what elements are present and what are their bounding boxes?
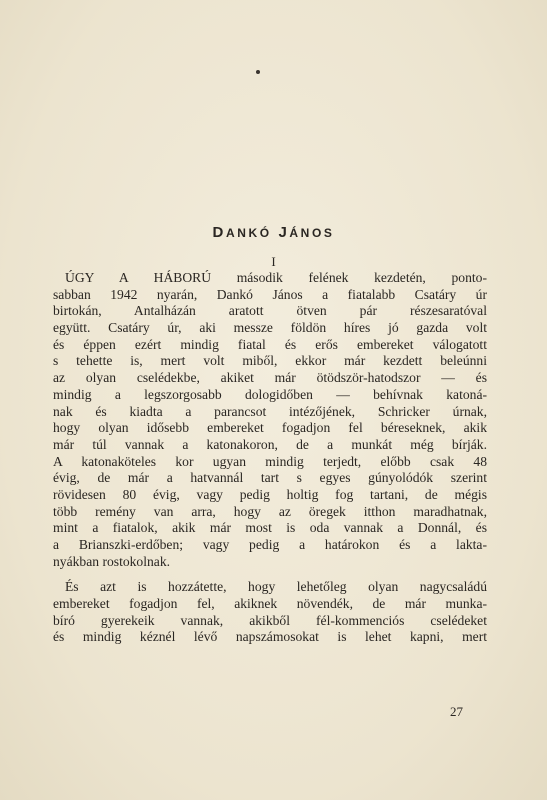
text-line: már túl vannak a katonakoron, de a munkát még bírják. <box>53 436 487 452</box>
text-line: mint a fiatalok, akik már most is oda vannak a Donnál, és <box>53 520 487 536</box>
text-line: sabban 1942 nyarán, Dankó János a fiatalabb Csatáry úr <box>53 286 487 302</box>
text-line: együtt. Csatáry úr, aki messze földön híres jó gazda volt <box>53 320 487 336</box>
text-line: és éppen ezért mindig fiatal és erős embereket válogatott <box>53 336 487 352</box>
text-line: És azt is hozzátette, hogy lehetőleg olyan nagycsaládú <box>65 579 487 595</box>
text-line: nak és kiadta a parancsot intézőjének, Schricker úrnak, <box>53 403 487 419</box>
text-line: az olyan cselédekbe, akiket már ötödször-hatodszor — és <box>53 370 487 386</box>
section-number: I <box>271 254 276 269</box>
text-line: bíró gyerekeik vannak, akikből fél-kommenciós cselédeket <box>53 612 487 628</box>
chapter-title-word2-rest: ÁNOS <box>289 226 335 240</box>
text-line: A katonaköteles kor ugyan mindig terjedt, előbb csak 48 <box>53 453 487 469</box>
text-line: hogy olyan idősebb embereket fogadjon fel béreseknek, akik <box>53 420 487 436</box>
text-line: több remény van arra, hogy az öregek itthon maradhatnak, <box>53 503 487 519</box>
text-line: s tehette is, mert volt miből, ekkor már kezdett beleúnni <box>53 353 487 369</box>
body-text <box>53 270 487 646</box>
text-line: és mindig kéznél lévő napszámosokat is lehet kapni, mert <box>53 629 487 645</box>
text-line: nyákban rostokolnak. <box>53 553 171 569</box>
text-line: évig, de már a hatvannál tart s egyes gúnyolódók szerint <box>53 470 487 486</box>
ornament-dot <box>256 70 260 74</box>
text-line: embereket fogadjon fel, akiknek növendék, de már munka- <box>53 596 487 612</box>
chapter-title-initial: D <box>212 224 226 241</box>
chapter-title <box>0 224 547 241</box>
text-line: rövidesen 80 évig, vagy pedig holtig fog tartani, de mégis <box>53 486 487 502</box>
page-number: 27 <box>450 704 463 719</box>
text-line: birtokán, Antalházán aratott ötven pár részesaratóval <box>53 303 487 319</box>
text-line: a Brianszki-erdőben; vagy pedig a határokon és a lakta- <box>53 537 487 552</box>
chapter-title-initial-2: J <box>278 224 290 241</box>
text-line: mindig a legszorgosabb dologidőben — behívnak katoná- <box>53 386 487 402</box>
chapter-title-word1-rest: ANKÓ <box>225 226 272 240</box>
text-line: ÚGY A HÁBORÚ második felének kezdetén, ponto- <box>65 270 487 285</box>
